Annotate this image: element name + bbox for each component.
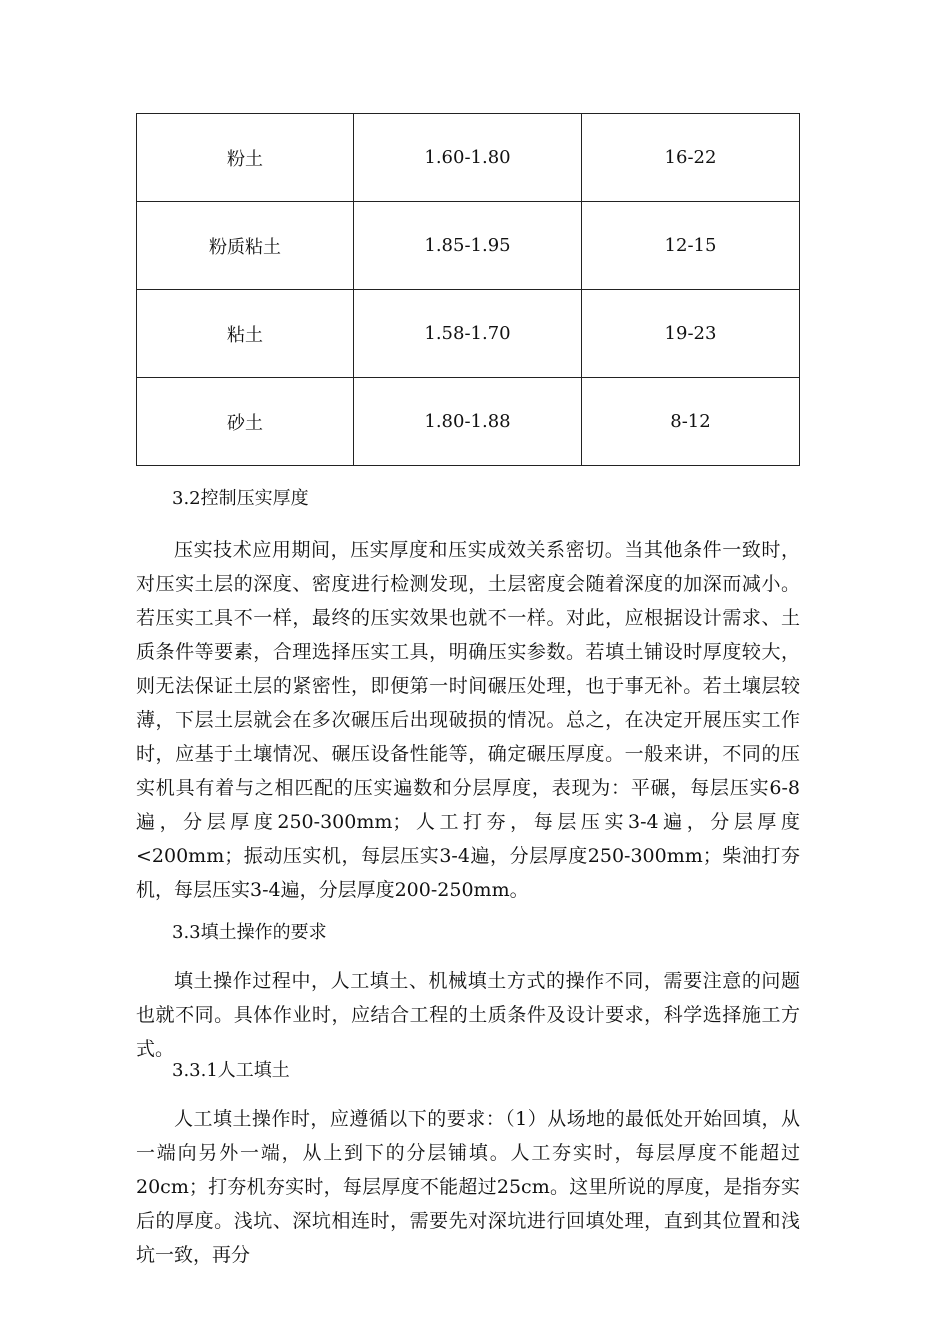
table-row — [137, 378, 800, 466]
paragraph: 填土操作过程中，人工填土、机械填土方式的操作不同，需要注意的问题也就不同。具体作业时，应结合工程的土质条件及设计要求，科学选择施工方式。 — [136, 970, 800, 1060]
table-cell: 粉质粘土 — [137, 202, 354, 290]
section-body-3-2 — [136, 533, 800, 907]
section-heading-3-3-1: 3.3.1人工填土 — [172, 1060, 290, 1081]
paragraph: 压实技术应用期间，压实厚度和压实成效关系密切。当其他条件一致时，对压实土层的深度、密度进行检测发现，土层密度会随着深度的加深而减小。若压实工具不一样，最终的压实效果也就不一样。对此，应根据设计需求、土质条件等要素，合理选择压实工具，明确压实参数。若填土铺设时厚度较大，则无法保证土层的紧密性，即便第一时间碾压处理，也于事无补。若土壤层较薄，下层土层就会在多次碾压后出现破损的情况。总之，在决定开展压实工作时，应基于土壤情况、碾压设备性能等，确定碾压厚度。一般来讲，不同的压实机具有着与之相匹配的压实遍数和分层厚度，表现为：平碾，每层压实6-8遍，分层厚度250-300mm；人工打夯，每层压实3-4遍，分层厚度<200mm；振动压实机，每层压实3-4遍，分层厚度250-300mm；柴油打夯机，每层压实3-4遍，分层厚度200-250mm。 — [136, 539, 800, 901]
section-heading-3-3: 3.3填土操作的要求 — [172, 922, 327, 943]
table-cell: 1.58-1.70 — [354, 290, 582, 378]
table-row — [137, 290, 800, 378]
table-cell: 1.85-1.95 — [354, 202, 582, 290]
section-body-3-3-1 — [136, 1102, 800, 1272]
table-cell: 1.60-1.80 — [354, 114, 582, 202]
table-cell: 砂土 — [137, 378, 354, 466]
table-cell: 19-23 — [582, 290, 800, 378]
table-cell: 粉土 — [137, 114, 354, 202]
table-row — [137, 202, 800, 290]
table-cell: 1.80-1.88 — [354, 378, 582, 466]
table-cell: 12-15 — [582, 202, 800, 290]
soil-table — [136, 113, 800, 466]
section-body-3-3 — [136, 964, 800, 1066]
table-cell: 粘土 — [137, 290, 354, 378]
table-cell: 16-22 — [582, 114, 800, 202]
table-cell: 8-12 — [582, 378, 800, 466]
table-row — [137, 114, 800, 202]
paragraph: 人工填土操作时，应遵循以下的要求：（1）从场地的最低处开始回填，从一端向另外一端，从上到下的分层铺填。人工夯实时，每层厚度不能超过20cm；打夯机夯实时，每层厚度不能超过25cm。这里所说的厚度，是指夯实后的厚度。浅坑、深坑相连时，需要先对深坑进行回填处理，直到其位置和浅坑一致，再分 — [136, 1108, 800, 1266]
section-heading-3-2: 3.2控制压实厚度 — [172, 488, 309, 509]
